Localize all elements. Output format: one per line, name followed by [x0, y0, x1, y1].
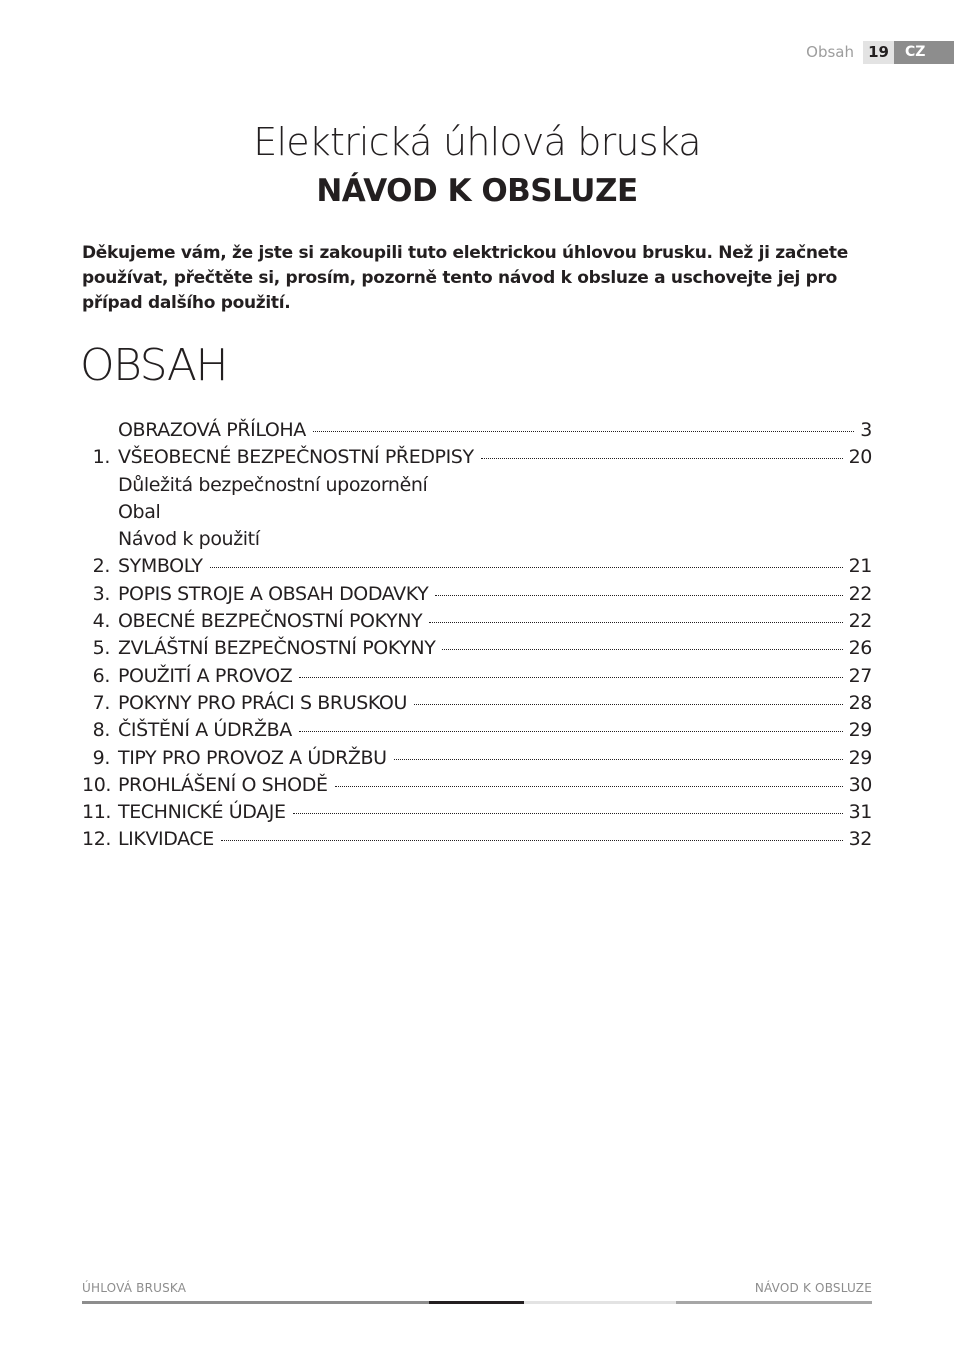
toc-entry-number: 12.: [82, 828, 112, 851]
toc-entry-number: 9.: [92, 746, 110, 769]
toc-entry[interactable]: [82, 801, 872, 828]
toc-dot-leader: [429, 622, 842, 623]
toc-entry-page: 3: [860, 419, 872, 441]
toc-entry-page: 21: [848, 555, 872, 578]
toc-dot-leader: [210, 567, 843, 568]
toc-entry-number: 10.: [82, 773, 112, 796]
footer-bar-segment: [429, 1301, 524, 1304]
toc-entry-number: 8.: [92, 719, 110, 742]
footer-divider-bar: [82, 1301, 872, 1304]
toc-entry-label: ZVLÁŠTNÍ BEZPEČNOSTNÍ POKYNY: [118, 637, 436, 660]
toc-subentry-label: Obal: [118, 500, 161, 523]
toc-dot-leader: [299, 677, 842, 678]
toc-entry[interactable]: [82, 419, 872, 446]
toc-dot-leader: [335, 786, 843, 787]
toc-entry-label: ČIŠTĚNÍ A ÚDRŽBA: [118, 719, 292, 742]
footer-bar-segment: [676, 1301, 872, 1304]
toc-dot-leader: [414, 704, 843, 705]
toc-entry-label: TECHNICKÉ ÚDAJE: [118, 801, 286, 824]
table-of-contents: [82, 419, 872, 856]
toc-entry-number: 4.: [92, 610, 110, 633]
toc-entry[interactable]: [82, 692, 872, 719]
toc-entry-number: 3.: [92, 582, 110, 605]
toc-entry-label: SYMBOLY: [118, 555, 203, 578]
toc-entry-label: POPIS STROJE A OBSAH DODAVKY: [118, 582, 429, 605]
footer-document-name: NÁVOD K OBSLUZE: [754, 1281, 872, 1295]
toc-entry[interactable]: [82, 665, 872, 692]
document-subtitle: NÁVOD K OBSLUZE: [316, 173, 638, 209]
toc-entry-label: PROHLÁŠENÍ O SHODĚ: [118, 773, 328, 796]
toc-entry-number: 2.: [92, 555, 110, 578]
header-language-tab: CZ: [894, 41, 954, 64]
toc-entry-page: 27: [848, 664, 872, 687]
toc-entry-page: 32: [848, 828, 872, 851]
toc-entry-page: 31: [848, 801, 872, 824]
toc-entry-page: 30: [848, 773, 872, 796]
toc-heading: OBSAH: [80, 340, 228, 391]
toc-dot-leader: [221, 840, 843, 841]
toc-entry[interactable]: [82, 446, 872, 473]
toc-subentry-label: Důležitá bezpečnostní upozornění: [118, 473, 428, 496]
toc-entry-label: LIKVIDACE: [118, 828, 214, 851]
toc-entry-label: OBRAZOVÁ PŘÍLOHA: [118, 419, 306, 441]
toc-entry[interactable]: [82, 719, 872, 746]
toc-entry-label: POKYNY PRO PRÁCI S BRUSKOU: [118, 691, 407, 714]
intro-paragraph: Děkujeme vám, že jste si zakoupili tuto elektrickou úhlovou brusku. Než ji začnete používat, přečtěte si, prosím, pozorně tento návod k obsluze a uschovejte jej pro případ dalšího použití.: [82, 243, 848, 313]
toc-entry-page: 29: [848, 719, 872, 742]
toc-entry-label: OBECNÉ BEZPEČNOSTNÍ POKYNY: [118, 610, 423, 633]
toc-entry[interactable]: [82, 747, 872, 774]
toc-entry[interactable]: [82, 610, 872, 637]
document-title: Elektrická úhlová bruska: [253, 120, 701, 164]
footer-bar-segment: [524, 1301, 676, 1304]
toc-subentry: [82, 474, 872, 501]
toc-entry-label: VŠEOBECNÉ BEZPEČNOSTNÍ PŘEDPISY: [118, 446, 474, 469]
toc-entry-page: 29: [848, 746, 872, 769]
toc-entry-page: 20: [848, 446, 872, 469]
toc-dot-leader: [481, 458, 843, 459]
toc-subentry: [82, 501, 872, 528]
footer-bar-segment: [82, 1301, 429, 1304]
header-section-label: Obsah: [806, 43, 854, 61]
toc-dot-leader: [435, 595, 842, 596]
toc-dot-leader: [394, 759, 843, 760]
toc-entry-label: TIPY PRO PROVOZ A ÚDRŽBU: [118, 746, 387, 769]
toc-entry[interactable]: [82, 555, 872, 582]
toc-entry-number: 7.: [92, 691, 110, 714]
page-header: [806, 41, 954, 64]
toc-dot-leader: [442, 649, 842, 650]
toc-entry[interactable]: [82, 774, 872, 801]
toc-dot-leader: [299, 731, 843, 732]
toc-entry-number: 11.: [82, 801, 112, 824]
footer-product-name: ÚHLOVÁ BRUSKA: [82, 1281, 187, 1295]
toc-dot-leader: [313, 431, 854, 432]
header-page-number: 19: [863, 41, 894, 64]
toc-entry[interactable]: [82, 637, 872, 664]
toc-entry-page: 26: [848, 637, 872, 660]
toc-entry-page: 28: [848, 691, 872, 714]
toc-entry-number: 6.: [92, 664, 110, 687]
toc-entry-number: 5.: [92, 637, 110, 660]
toc-dot-leader: [293, 813, 843, 814]
toc-entry-page: 22: [848, 610, 872, 633]
toc-entry[interactable]: [82, 583, 872, 610]
toc-subentry-label: Návod k použití: [118, 528, 260, 551]
toc-subentry: [82, 528, 872, 555]
toc-entry[interactable]: [82, 828, 872, 855]
toc-entry-number: 1.: [92, 446, 110, 469]
toc-entry-page: 22: [848, 582, 872, 605]
toc-entry-label: POUŽITÍ A PROVOZ: [118, 664, 293, 687]
